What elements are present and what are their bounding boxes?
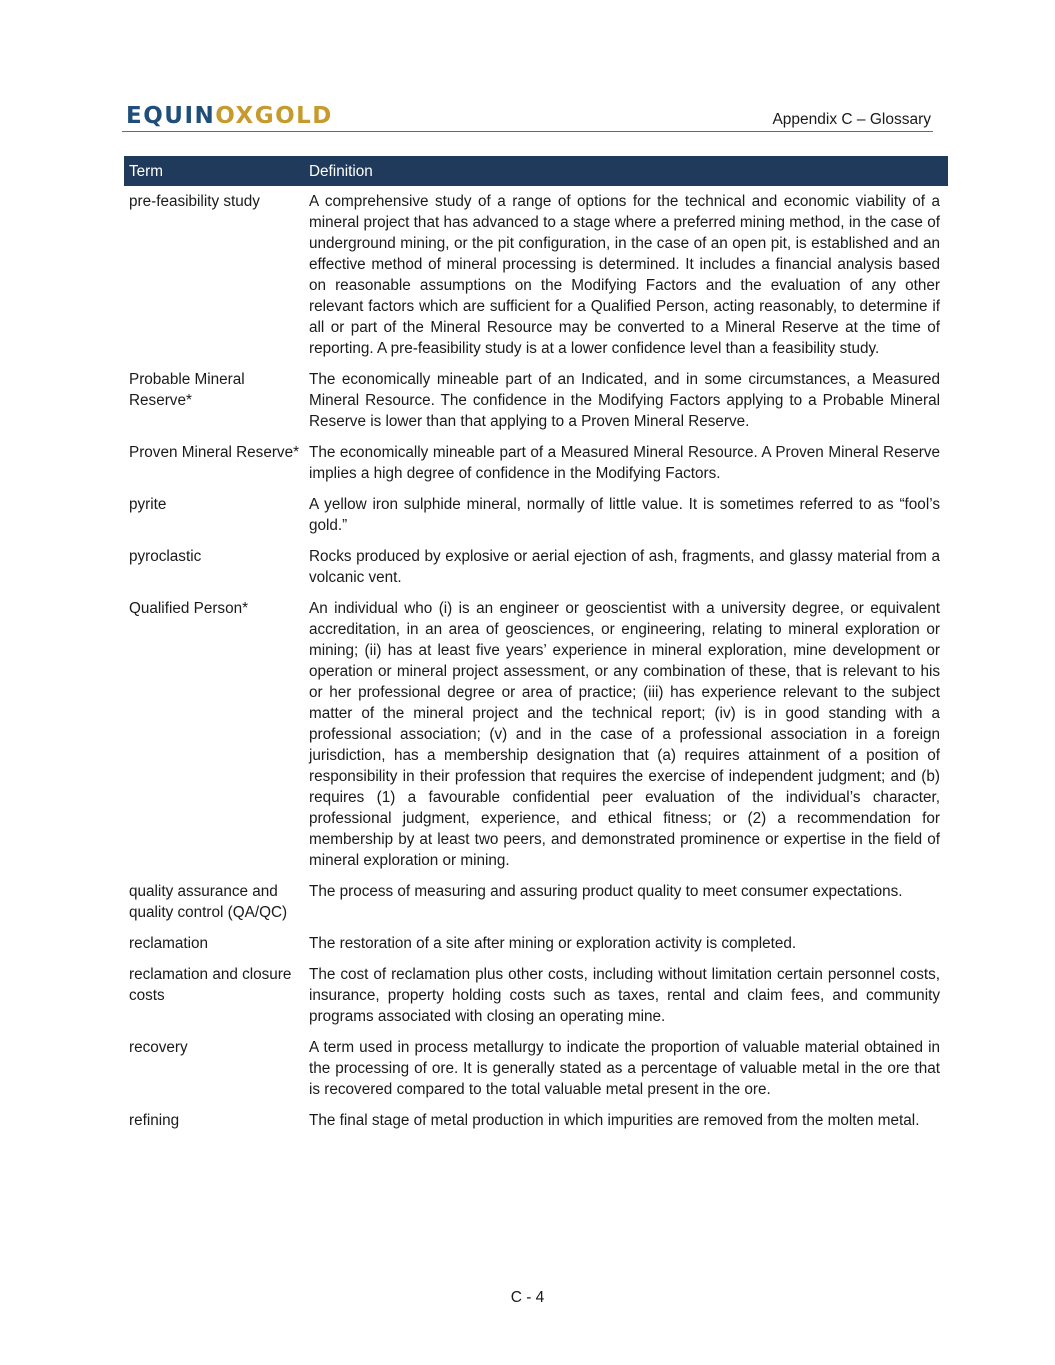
glossary-table (124, 156, 948, 1136)
table-row (124, 186, 948, 364)
company-logo (126, 103, 333, 129)
definition-cell: An individual who (i) is an engineer or geoscientist with a university degree, or equivalent accreditation, in an area of geosciences, or engineering, relating to mineral exploration or mining; (ii) has at least five years’ experience in mineral exploration, mine development or operation or mineral project assessment, or any combination of these, that is relevant to his or her professional degree or area of practice; (iii) has experience relevant to the subject matter of the mineral project and the technical report; (iv) is in good standing with a professional association; (v) and in the case of a professional association in a foreign jurisdiction, has a membership designation that (a) requires attainment of a position of responsibility in their profession that requires the exercise of independent judgment; and (b) requires (1) a favourable confidential peer evaluation of the individual’s character, professional judgment, experience, and ethical fitness; or (2) a recommendation for membership by at least two peers, and demonstrated prominence or expertise in the field of mineral exploration or mining. (309, 600, 940, 869)
logo-text-ox: OX (215, 103, 255, 129)
table-row (124, 876, 948, 928)
definition-cell: The final stage of metal production in which impurities are removed from the molten metal. (309, 1112, 920, 1129)
logo-text-gold: GOLD (254, 103, 333, 129)
term-cell: Proven Mineral Reserve* (129, 444, 300, 461)
term-cell: quality assurance and quality control (QA/QC) (129, 883, 288, 921)
term-cell: reclamation (129, 935, 209, 952)
definition-cell: The cost of reclamation plus other costs, including without limitation certain personnel costs, insurance, property holding costs such as taxes, rental and claim fees, and community programs associated with closing an operating mine. (309, 966, 940, 1025)
table-row (124, 437, 948, 489)
logo-text-equin: EQUIN (126, 103, 216, 129)
definition-cell: A yellow iron sulphide mineral, normally of little value. It is sometimes referred to as “fool’s gold.” (309, 496, 940, 534)
definition-cell: A comprehensive study of a range of options for the technical and economic viability of a mineral project that has advanced to a stage where a preferred mining method, in the case of underground mining, or the pit configuration, in the case of an open pit, is established and an effective method of mineral processing is determined. It includes a financial analysis based on reasonable assumptions on the Modifying Factors and the evaluation of any other relevant factors which are sufficient for a Qualified Person, acting reasonably, to determine if all or part of the Mineral Resource may be converted to a Mineral Reserve at the time of reporting. A pre-feasibility study is at a lower confidence level than a feasibility study. (309, 193, 940, 357)
table-row (124, 364, 948, 437)
definition-cell: Rocks produced by explosive or aerial ejection of ash, fragments, and glassy material from a volcanic vent. (309, 548, 940, 586)
table-row (124, 489, 948, 541)
definition-cell: A term used in process metallurgy to indicate the proportion of valuable material obtained in the processing of ore. It is generally stated as a percentage of valuable metal in the ore that is recovered compared to the total valuable metal present in the ore. (309, 1039, 940, 1098)
term-cell: recovery (129, 1039, 188, 1056)
table-row (124, 1105, 948, 1136)
table-row (124, 593, 948, 876)
term-cell: pre-feasibility study (129, 193, 260, 210)
term-cell: Probable Mineral Reserve* (129, 371, 245, 409)
definition-cell: The restoration of a site after mining or exploration activity is completed. (309, 935, 797, 952)
term-cell: refining (129, 1112, 180, 1129)
page-number: C - 4 (510, 1289, 545, 1306)
column-header-definition: Definition (304, 156, 948, 186)
term-cell: Qualified Person* (129, 600, 249, 617)
header-title: Appendix C – Glossary (772, 111, 931, 128)
table-row (124, 928, 948, 959)
definition-cell: The economically mineable part of an Indicated, and in some circumstances, a Measured Mineral Resource. The confidence in the Modifying Factors applying to a Probable Mineral Reserve is lower than that applying to a Proven Mineral Reserve. (309, 371, 940, 430)
table-row (124, 541, 948, 593)
term-cell: reclamation and closure costs (129, 966, 292, 1004)
definition-cell: The economically mineable part of a Measured Mineral Resource. A Proven Mineral Reserve implies a high degree of confidence in the Modifying Factors. (309, 444, 940, 482)
header-divider (122, 131, 933, 132)
term-cell: pyroclastic (129, 548, 202, 565)
table-header-row (124, 156, 948, 186)
definition-cell: The process of measuring and assuring product quality to meet consumer expectations. (309, 883, 903, 900)
term-cell: pyrite (129, 496, 167, 513)
table-row (124, 1032, 948, 1105)
column-header-term: Term (124, 156, 304, 186)
table-row (124, 959, 948, 1032)
